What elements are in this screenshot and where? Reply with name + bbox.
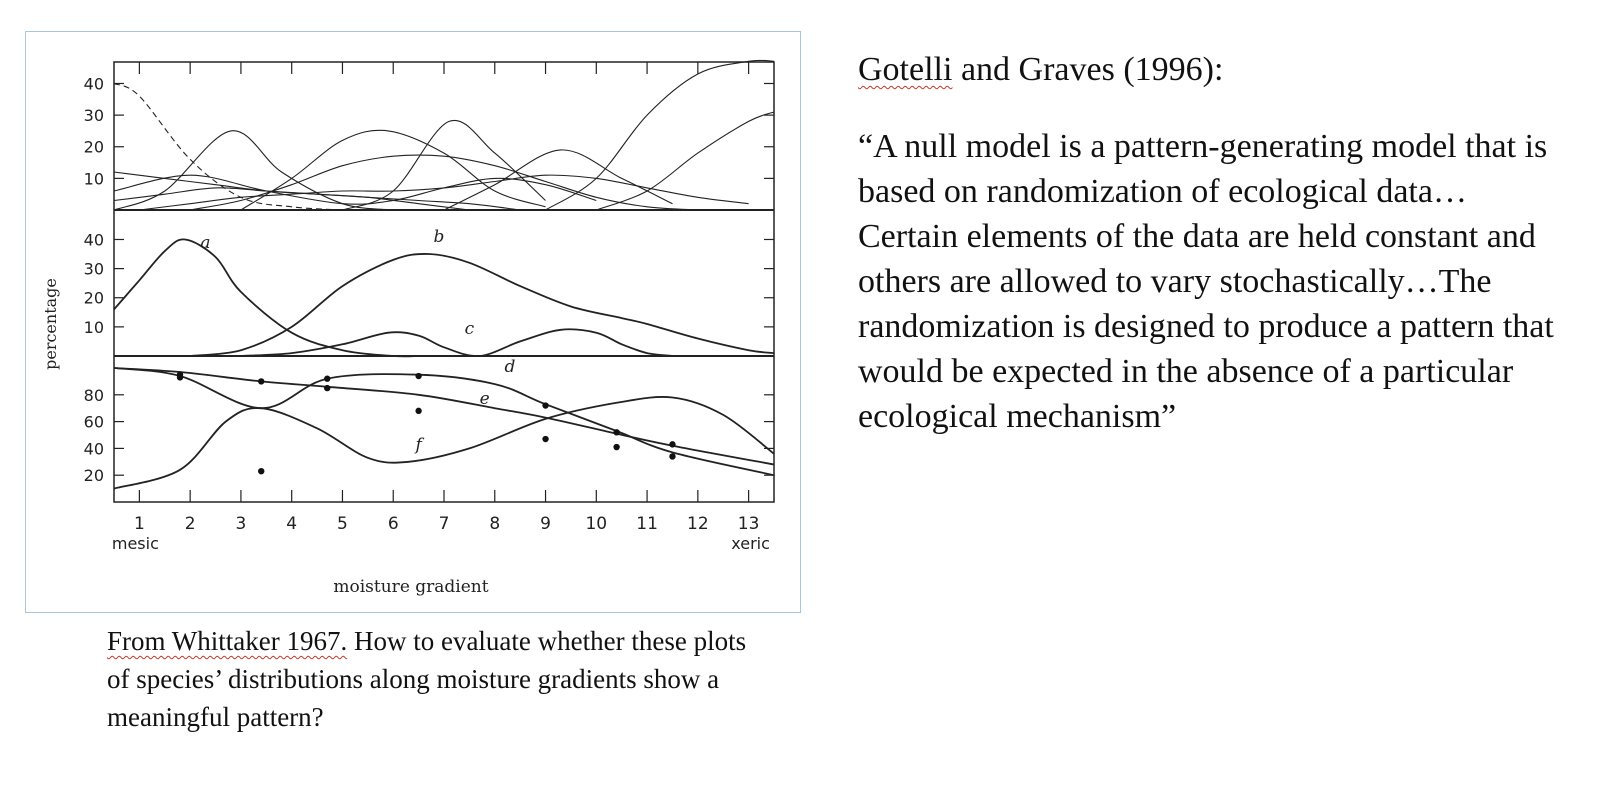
x-tick-label: 4 — [286, 514, 298, 534]
series-top-3 — [241, 130, 546, 210]
x-tick-label: 12 — [687, 514, 709, 534]
x-tick-label: 6 — [387, 514, 399, 534]
citation-authors: Gotelli — [858, 51, 953, 88]
citation-rest: and Graves (1996): — [952, 51, 1224, 88]
x-end-label-mesic: mesic — [111, 534, 159, 553]
figure-frame — [25, 31, 801, 613]
series-b — [190, 254, 774, 356]
caption-source: From Whittaker 1967. — [107, 626, 348, 656]
series-label-f: f — [415, 435, 422, 455]
y-tick-label: 40 — [83, 230, 104, 250]
x-end-label-xeric: xeric — [731, 534, 770, 553]
x-axis-title: moisture gradient — [333, 577, 489, 597]
y-tick-label: 30 — [83, 259, 104, 279]
data-point — [324, 376, 330, 382]
data-point — [415, 373, 421, 379]
x-tick-label: 8 — [489, 514, 501, 534]
citation-heading — [858, 48, 1223, 92]
data-point — [542, 402, 548, 408]
figure-caption — [107, 622, 747, 736]
data-point — [324, 385, 330, 391]
y-tick-label: 20 — [83, 466, 104, 486]
y-tick-label: 10 — [83, 169, 104, 189]
caption-question: How to evaluate whether these plots of species’ distributions along moisture gradients show a meaningful pattern? — [107, 626, 747, 732]
data-point — [669, 441, 675, 447]
y-tick-label: 20 — [83, 137, 104, 157]
series-e — [114, 368, 774, 475]
y-tick-label: 10 — [83, 317, 104, 337]
data-point — [613, 444, 619, 450]
x-tick-label: 9 — [540, 514, 551, 534]
y-tick-label: 20 — [83, 288, 104, 308]
x-tick-label: 5 — [337, 514, 348, 534]
series-top-4 — [343, 120, 546, 210]
x-tick-label: 13 — [737, 514, 760, 534]
data-point — [669, 453, 675, 459]
x-tick-label: 11 — [636, 514, 658, 534]
series-label-b: b — [433, 227, 445, 247]
data-point — [258, 378, 264, 384]
x-tick-label: 1 — [133, 514, 145, 534]
x-tick-label: 7 — [438, 514, 450, 534]
y-tick-label: 40 — [83, 439, 104, 459]
x-tick-label: 3 — [235, 514, 247, 534]
y-tick-label: 60 — [83, 412, 104, 432]
x-tick-label: 10 — [585, 514, 608, 534]
y-tick-label: 40 — [83, 74, 104, 94]
whittaker-chart — [26, 32, 802, 614]
series-top-10 — [114, 188, 520, 210]
series-label-c: c — [464, 319, 475, 339]
series-c — [241, 329, 673, 356]
series-label-e: e — [479, 389, 490, 409]
series-d — [114, 368, 774, 465]
y-tick-label: 80 — [83, 385, 104, 405]
data-point — [542, 436, 548, 442]
series-top-1 — [114, 84, 343, 211]
data-point — [258, 468, 264, 474]
x-tick-label: 2 — [184, 514, 196, 534]
y-axis-title: percentage — [41, 278, 60, 370]
series-a — [114, 239, 419, 356]
series-top-6 — [546, 60, 775, 210]
null-model-quote: “A null model is a pattern-generating model that is based on randomization of ecological data…Certain elements of the data are held constant and others are allowed to vary stochastically…The randomization is designed to produce a pattern that would be expected in the absence of a particular ecological mechanism” — [858, 128, 1554, 435]
data-point — [415, 408, 421, 414]
data-point — [613, 429, 619, 435]
data-point — [177, 374, 183, 380]
series-label-d: d — [504, 357, 516, 377]
series-top-2 — [114, 131, 393, 210]
y-tick-label: 30 — [83, 106, 104, 126]
series-label-a: a — [200, 233, 211, 253]
